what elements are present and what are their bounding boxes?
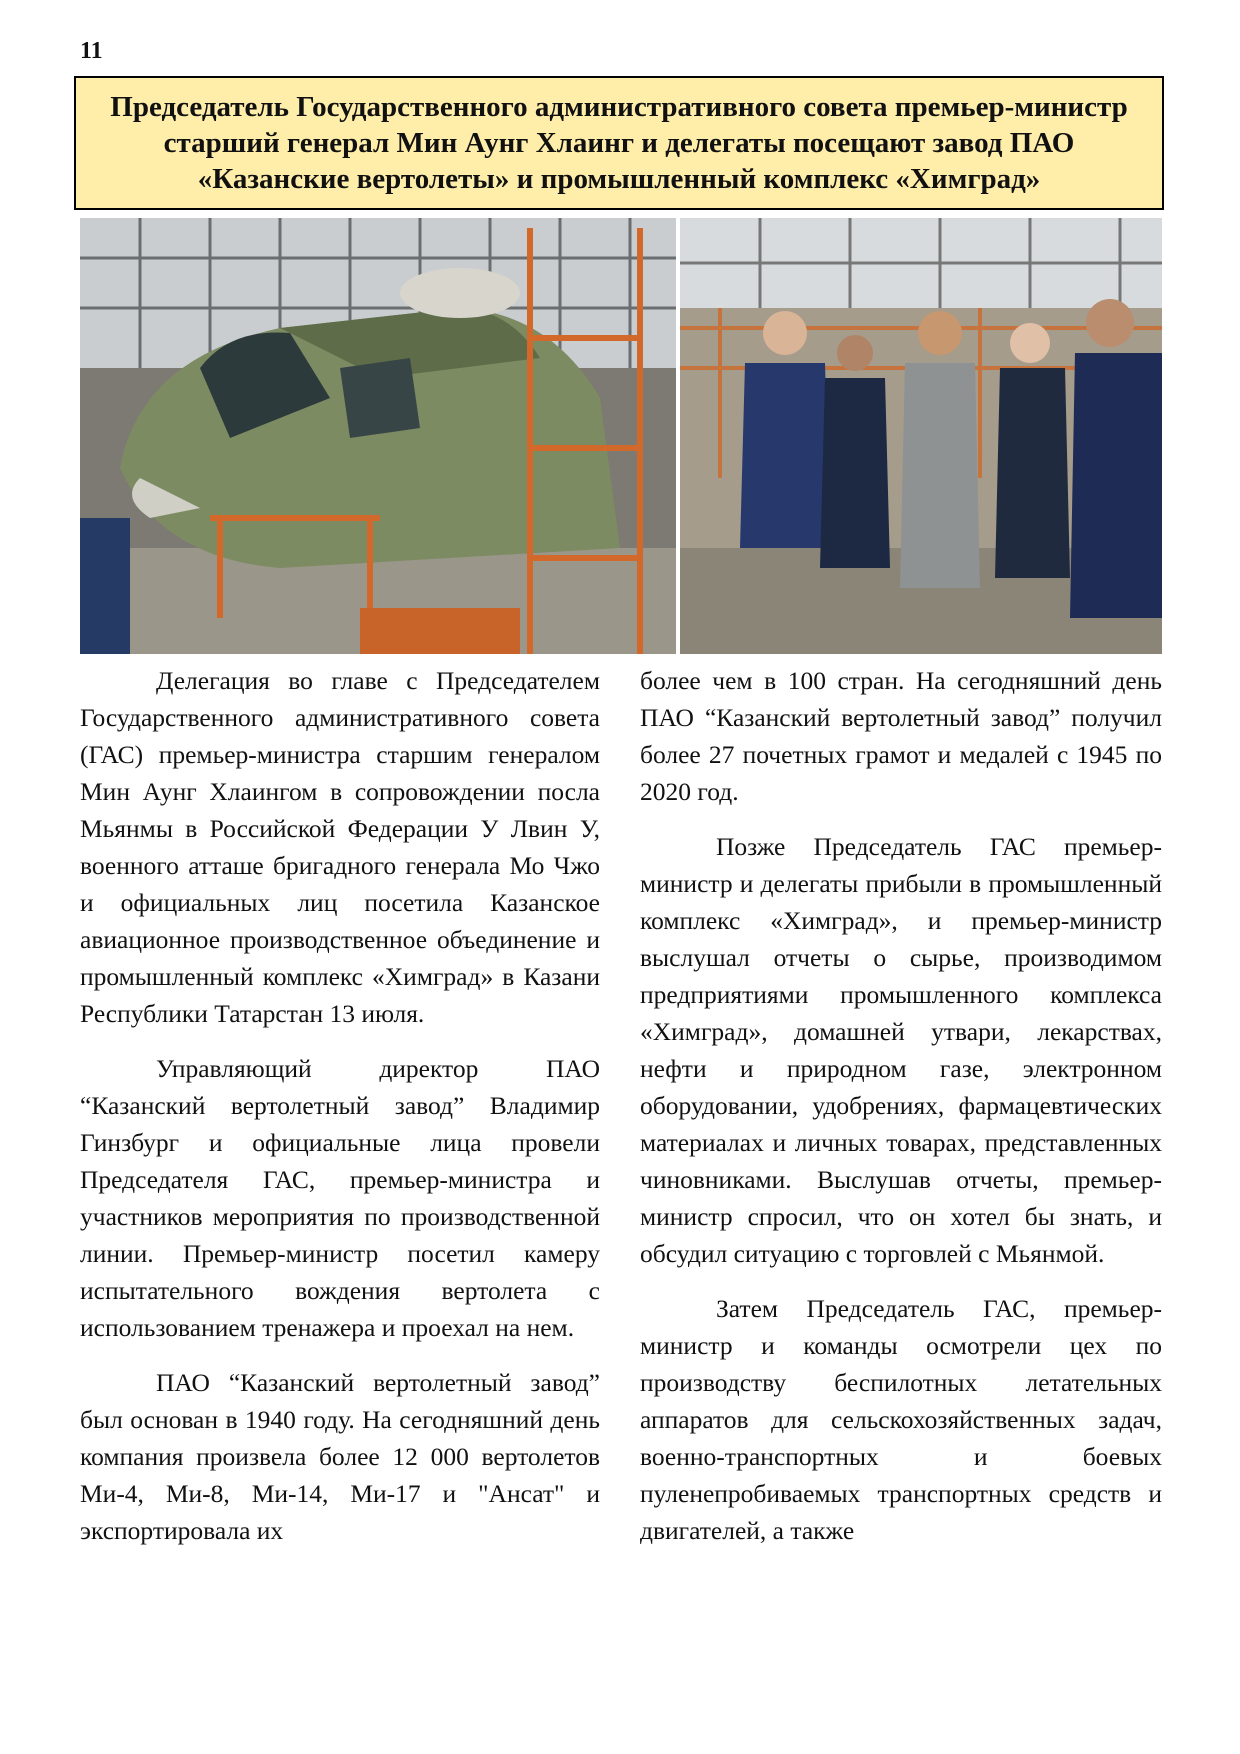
article-right-column: [640, 662, 1162, 1567]
delegation-photo-art: [680, 218, 1162, 654]
headline: Председатель Государственного административного совета премьер-министр старший генерал Мин Аунг Хлаинг и делегаты посещают завод ПАО «Казанские вертолеты» и промышленный комплекс «Химград»: [110, 91, 1128, 195]
paragraph: более чем в 100 стран. На сегодняшний день ПАО “Казанский вертолетный завод” получил более 27 почетных грамот и медалей с 1945 по 2020 год.: [640, 666, 1162, 806]
paragraph: ПАО “Казанский вертолетный завод” был основан в 1940 году. На сегодняшний день компания произвела более 12 000 вертолетов Ми-4, Ми-8, Ми-14, Ми-17 и "Ансат" и экспортировала их: [80, 1368, 600, 1545]
paragraph: Управляющий директор ПАО “Казанский вертолетный завод” Владимир Гинзбург и официальные лица провели Председателя ГАС, премьер-министра и участников мероприятия по производственной линии. Премьер-министр посетил камеру испытательного вождения вертолета с использованием тренажера и проехал на нем.: [80, 1054, 600, 1342]
paragraph: Позже Председатель ГАС премьер-министр и делегаты прибыли в промышленный комплекс «Химград», и премьер-министр выслушал отчеты о сырье, производимом предприятиями промышленного комплекса «Химград», домашней утвари, лекарствах, нефти и природном газе, электронном оборудовании, удобрениях, фармацевтических материалах и личных товарах, представленных чиновниками. Выслушав отчеты, премьер-министр спросил, что он хотел бы знать, и обсудил ситуацию с торговлей с Мьянмой.: [640, 832, 1162, 1268]
paragraph: Затем Председатель ГАС, премьер-министр и команды осмотрели цех по производству беспилотных летательных аппаратов для сельскохозяйственных задач, военно-транспортных и боевых пуленепробиваемых транспортных средств и двигателей, а также: [640, 1294, 1162, 1545]
page-number: 11: [80, 38, 103, 64]
headline-box: [74, 76, 1164, 210]
helicopter-photo-art: [80, 218, 676, 654]
helicopter-photo: [80, 218, 676, 654]
delegation-photo: [680, 218, 1162, 654]
photo-strip: [80, 218, 1162, 654]
paragraph: Делегация во главе с Председателем Государственного административного совета (ГАС) премьер-министра старшим генералом Мин Аунг Хлаингом в сопровождении посла Мьянмы в Российской Федерации У Лвин У, военного атташе бригадного генерала Мо Чжо и официальных лиц посетила Казанское авиационное производственное объединение и промышленный комплекс «Химград» в Казани Республики Татарстан 13 июля.: [80, 666, 600, 1028]
article-left-column: [80, 662, 600, 1567]
